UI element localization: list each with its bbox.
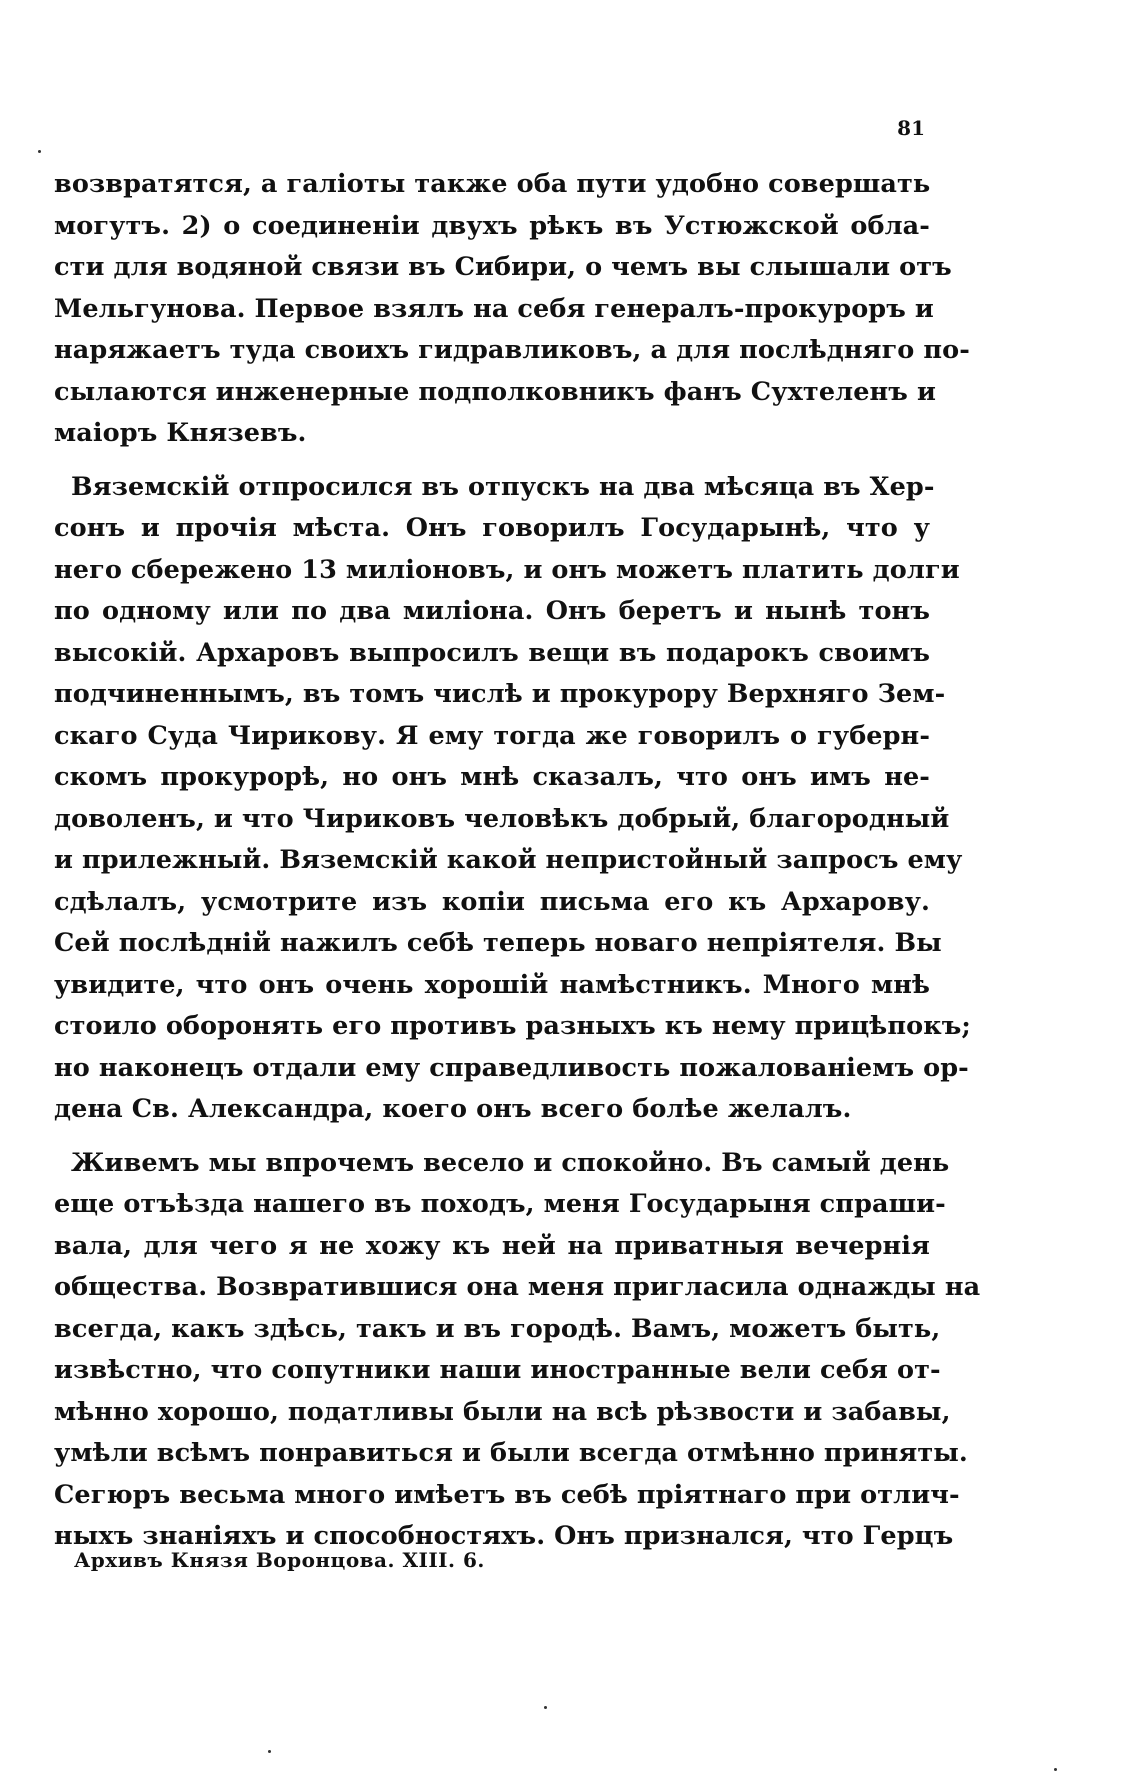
text-line: извѣстно, что сопутники наши иностранные вели себя от- [54,1355,941,1385]
text-line: и прилежный. Вяземскій какой непристойный запросъ ему [54,845,963,875]
text-line: общества. Возвратившися она меня пригласила однажды на [54,1272,981,1302]
text-line: сти для водяной связи въ Сибири, о чемъ вы слышали отъ [54,252,952,282]
text-line: Вяземскій отпросился въ отпускъ на два мѣсяца въ Хер- [71,471,935,502]
text-line: стоило оборонять его противъ разныхъ къ нему прицѣпокъ; [54,1011,971,1041]
scan-speck [1054,1768,1057,1771]
paragraph-gap [54,1131,930,1143]
body-text [54,164,981,1558]
text-line: Сегюръ весьма много имѣетъ въ себѣ пріятнаго при отлич- [54,1479,960,1510]
text-line: Живемъ мы впрочемъ весело и спокойно. Въ самый день [71,1147,950,1178]
text-line: сонъ и прочія мѣста. Онъ говорилъ Государынѣ, что у [54,513,930,543]
text-line: высокій. Архаровъ выпросилъ вещи въ подарокъ своимъ [54,637,930,668]
text-line: возвратятся, а галіоты также оба пути удобно совершать [54,169,931,199]
text-line: доволенъ, и что Чириковъ человѣкъ добрый, благородный [54,803,950,834]
scan-speck [268,1750,271,1753]
text-line: Мельгунова. Первое взялъ на себя генералъ-прокуроръ и [54,293,934,324]
text-line: него сбережено 13 миліоновъ, и онъ можетъ платить долги [54,554,960,585]
text-line: скаго Суда Чирикову. Я ему тогда же говорилъ о губерн- [54,720,930,751]
paragraph-gap [54,455,930,467]
text-line: дена Св. Александра, коего онъ всего болѣе желалъ. [54,1094,852,1124]
text-line: еще отъѣзда нашего въ походъ, меня Государыня спраши- [54,1189,946,1219]
page-number: 81 [897,116,925,140]
text-line: подчиненнымъ, въ томъ числѣ и прокурору Верхняго Зем- [54,679,946,709]
text-line: но наконецъ отдали ему справедливость пожалованіемъ ор- [54,1052,969,1083]
footer-signature: Архивъ Князя Воронцова. XIII. 6. [74,1548,485,1572]
text-line: могутъ. 2) о соединеніи двухъ рѣкъ въ Устюжской обла- [54,210,930,241]
text-line: увидите, что онъ очень хорошій намѣстникъ. Много мнѣ [54,969,930,1000]
text-line: маіоръ Князевъ. [54,418,307,448]
text-line: сылаются инженерные подполковникъ фанъ Сухтеленъ и [54,376,936,407]
text-line: наряжаетъ туда своихъ гидравликовъ, а для послѣдняго по- [54,335,970,365]
text-line: сдѣлалъ, усмотрите изъ копіи письма его къ Архарову. [54,886,930,917]
text-line: мѣнно хорошо, податливы были на всѣ рѣзвости и забавы, [54,1396,951,1427]
scan-speck [544,1706,547,1709]
text-line: всегда, какъ здѣсь, такъ и въ городѣ. Вамъ, можетъ быть, [54,1313,941,1344]
text-line: скомъ прокурорѣ, но онъ мнѣ сказалъ, что онъ имъ не- [54,762,930,792]
text-line: ныхъ знаніяхъ и способностяхъ. Онъ признался, что Герцъ [54,1521,954,1551]
text-line: Сей послѣдній нажилъ себѣ теперь новаго непріятеля. Вы [54,928,942,958]
text-line: по одному или по два миліона. Онъ беретъ и нынѣ тонъ [54,596,930,626]
text-line: вала, для чего я не хожу къ ней на приватныя вечернія [54,1230,930,1261]
text-line: умѣли всѣмъ понравиться и были всегда отмѣнно приняты. [54,1438,968,1468]
scan-speck [38,150,41,153]
